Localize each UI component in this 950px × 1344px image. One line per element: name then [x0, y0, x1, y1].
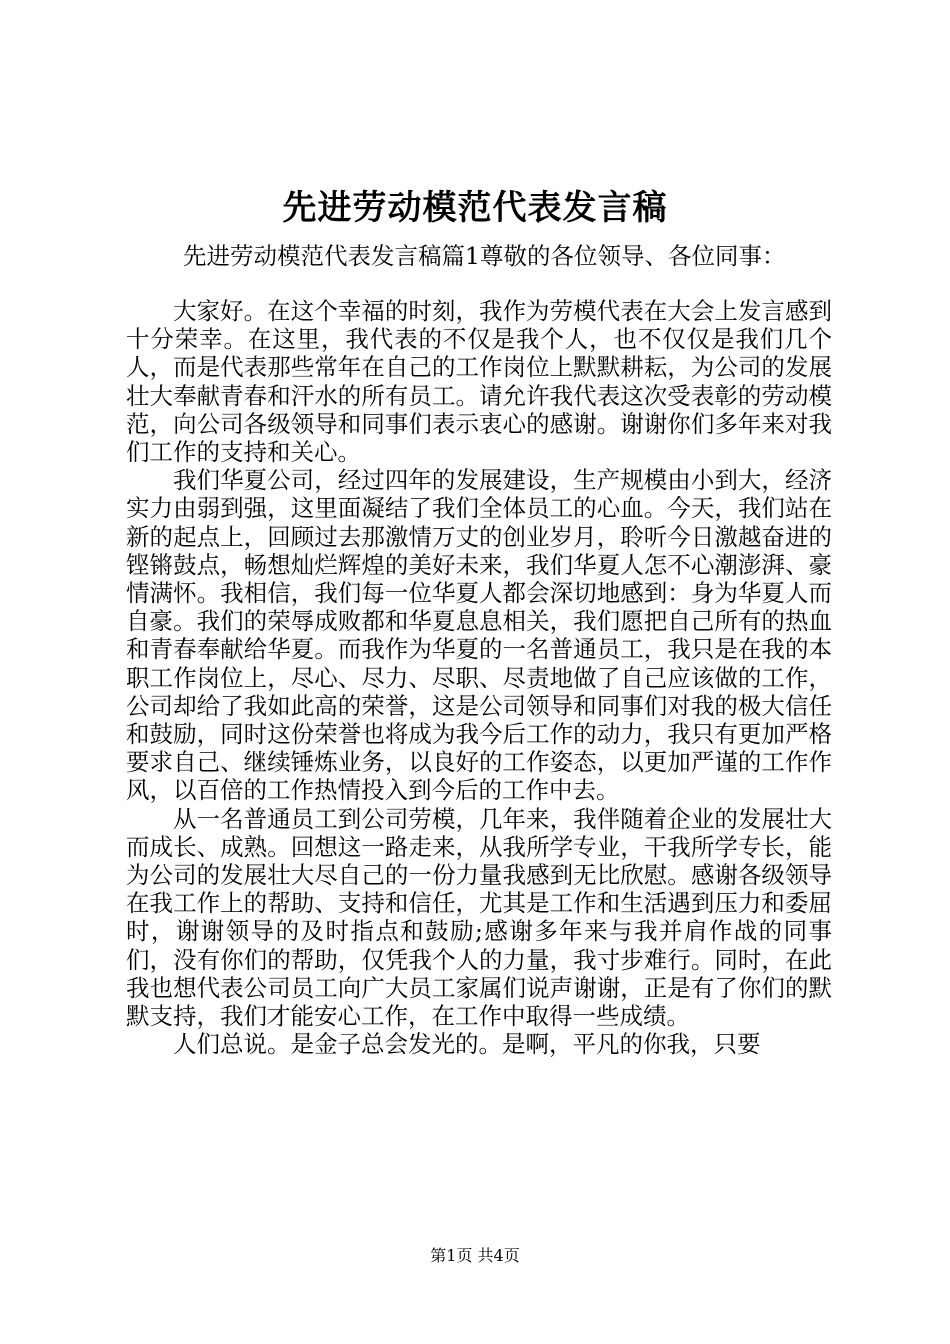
intro-line: 先进劳动模范代表发言稿篇1尊敬的各位领导、各位同事：: [183, 242, 786, 270]
page-number-footer: 第1页 共4页: [430, 1246, 520, 1265]
paragraph: 大家好。在这个幸福的时刻，我作为劳模代表在大会上发言感到十分荣幸。在这里，我代表的不仅是我个人，也不仅仅是我们几个人，而是代表那些常年在自己的工作岗位上默默耕耘，为公司的发展壮大奉献青春和汗水的所有员工。请允许我代表这次受表彰的劳动模范，向公司各级领导和同事们表示衷心的感谢。谢谢你们多年来对我们工作的支持和关心。: [126, 297, 832, 467]
document-body: [126, 297, 832, 1058]
paragraph: 我们华夏公司，经过四年的发展建设，生产规模由小到大，经济实力由弱到强，这里面凝结了我们全体员工的心血。今天，我们站在新的起点上，回顾过去那激情万丈的创业岁月，聆听今日激越奋进的铿锵鼓点，畅想灿烂辉煌的美好未来，我们华夏人怎不心潮澎湃、豪情满怀。我相信，我们每一位华夏人都会深切地感到：身为华夏人而自豪。我们的荣辱成败都和华夏息息相关，我们愿把自己所有的热血和青春奉献给华夏。而我作为华夏的一名普通员工，我只是在我的本职工作岗位上，尽心、尽力、尽职、尽责地做了自己应该做的工作，公司却给了我如此高的荣誉，这是公司领导和同事们对我的极大信任和鼓励，同时这份荣誉也将成为我今后工作的动力，我只有更加严格要求自己、继续锤炼业务，以良好的工作姿态，以更加严谨的工作作风，以百倍的工作热情投入到今后的工作中去。: [126, 466, 832, 805]
paragraph: 人们总说。是金子总会发光的。是啊，平凡的你我，只要: [173, 1030, 761, 1059]
paragraph: 从一名普通员工到公司劳模，几年来，我伴随着企业的发展壮大而成长、成熟。回想这一路走来，从我所学专业，干我所学专长，能为公司的发展壮大尽自己的一份力量我感到无比欣慰。感谢各级领导在我工作上的帮助、支持和信任，尤其是工作和生活遇到压力和委屈时，谢谢领导的及时指点和鼓励;感谢多年来与我并肩作战的同事们，没有你们的帮助，仅凭我个人的力量，我寸步难行。同时，在此我也想代表公司员工向广大员工家属们说声谢谢，正是有了你们的默默支持，我们才能安心工作，在工作中取得一些成绩。: [126, 804, 832, 1031]
document-title: 先进劳动模范代表发言稿: [282, 188, 668, 228]
